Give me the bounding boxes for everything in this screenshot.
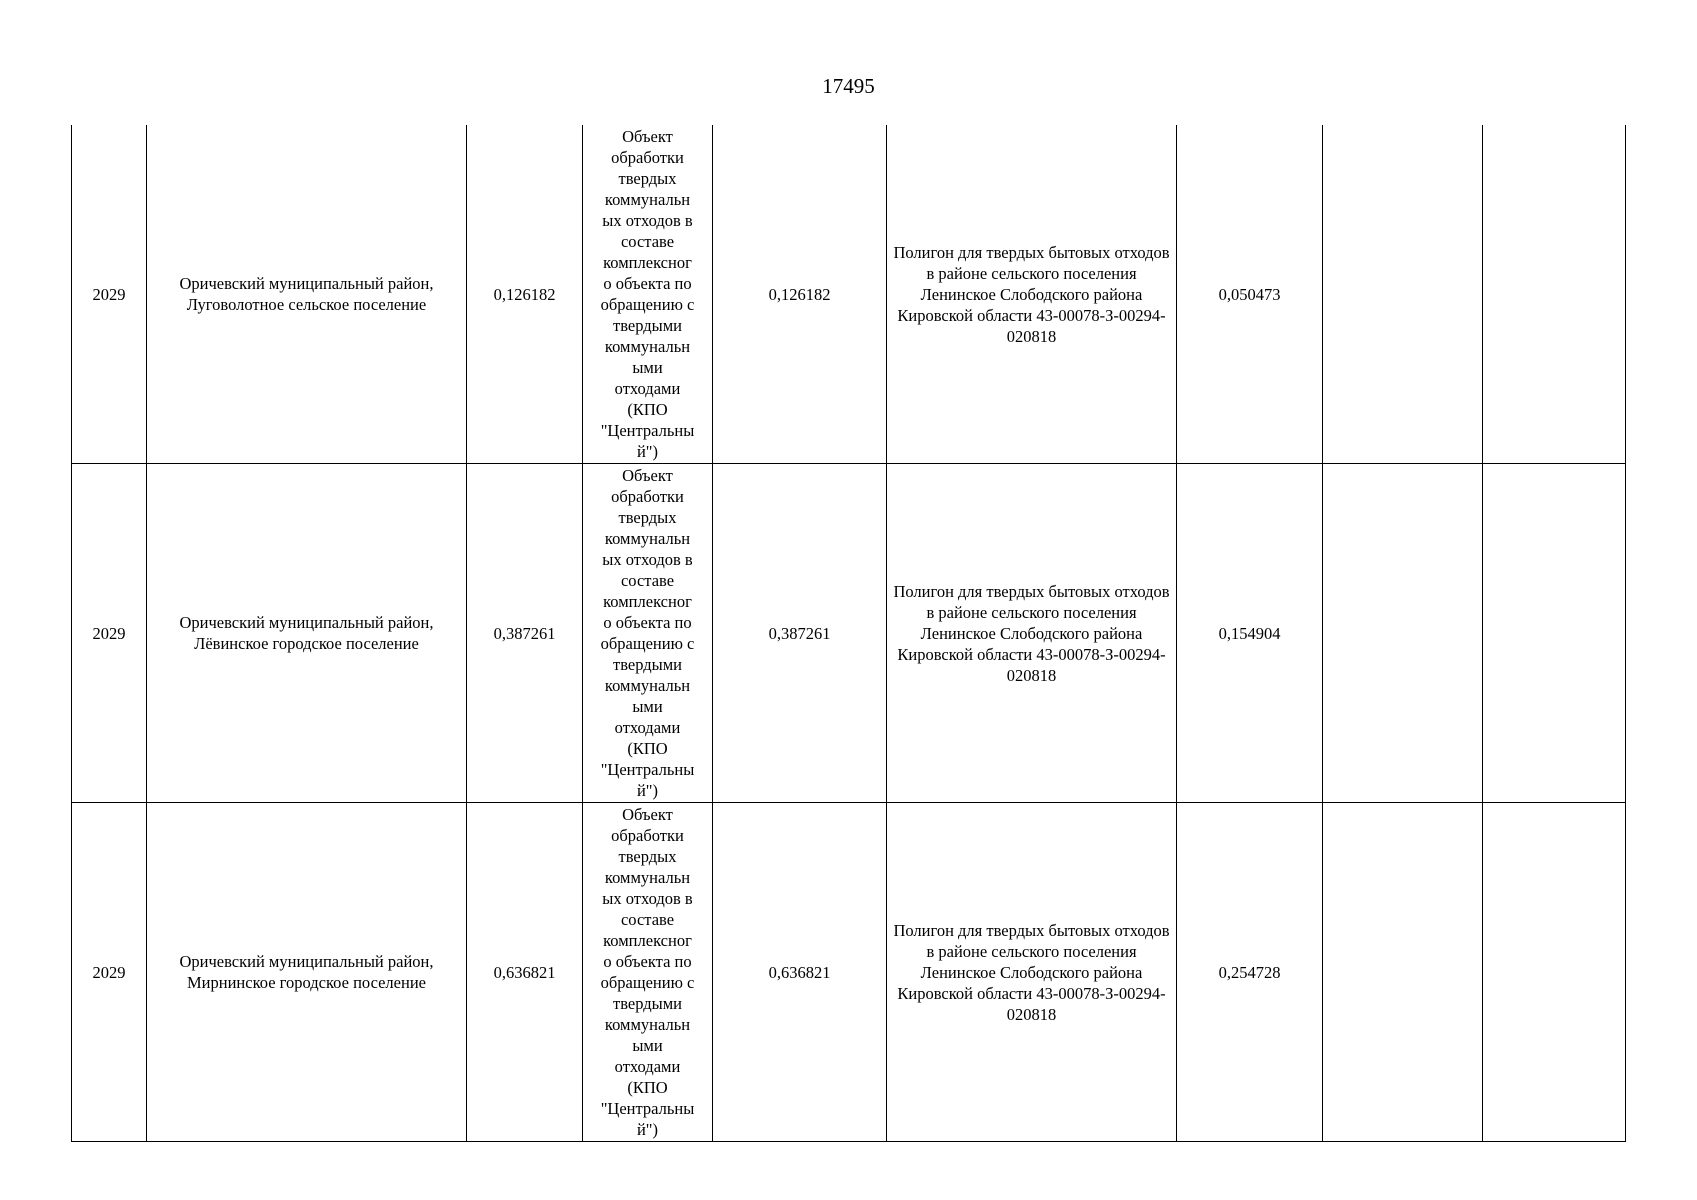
placed-volume-cell: 0,050473 xyxy=(1177,125,1323,464)
year-cell: 2029 xyxy=(72,125,147,464)
object-text: Объект обработки твердых коммунальн ых отходов в составе комплексног о объекта по обращению с твердыми коммунальн ыми отходами (КПО "Центральны й") xyxy=(600,127,695,461)
object-text: Объект обработки твердых коммунальн ых отходов в составе комплексног о объекта по обращению с твердыми коммунальн ыми отходами (КПО "Центральны й") xyxy=(600,466,695,800)
facility-cell: Полигон для твердых бытовых отходов в районе сельского поселения Ленинское Слободского района Кировской области 43-00078-З-00294-020818 xyxy=(887,125,1177,464)
municipality-cell: Оричевский муниципальный район, Мирнинское городское поселение xyxy=(147,803,467,1142)
object-text: Объект обработки твердых коммунальн ых отходов в составе комплексног о объекта по обращению с твердыми коммунальн ыми отходами (КПО "Центральны й") xyxy=(600,805,695,1139)
empty-cell xyxy=(1323,125,1483,464)
placed-volume-cell: 0,254728 xyxy=(1177,803,1323,1142)
empty-cell xyxy=(1483,803,1626,1142)
volume-cell: 0,126182 xyxy=(467,125,583,464)
volume-transferred-cell: 0,636821 xyxy=(713,803,887,1142)
volume-transferred-cell: 0,387261 xyxy=(713,464,887,803)
object-cell xyxy=(583,464,713,803)
empty-cell xyxy=(1323,464,1483,803)
placed-volume-cell: 0,154904 xyxy=(1177,464,1323,803)
empty-cell xyxy=(1483,464,1626,803)
empty-cell xyxy=(1323,803,1483,1142)
empty-cell xyxy=(1483,125,1626,464)
volume-transferred-cell: 0,126182 xyxy=(713,125,887,464)
facility-cell: Полигон для твердых бытовых отходов в районе сельского поселения Ленинское Слободского района Кировской области 43-00078-З-00294-020818 xyxy=(887,803,1177,1142)
municipality-cell: Оричевский муниципальный район, Луговолотное сельское поселение xyxy=(147,125,467,464)
facility-cell: Полигон для твердых бытовых отходов в районе сельского поселения Ленинское Слободского района Кировской области 43-00078-З-00294-020818 xyxy=(887,464,1177,803)
table-row xyxy=(72,803,1626,1142)
object-cell xyxy=(583,125,713,464)
object-cell xyxy=(583,803,713,1142)
volume-cell: 0,636821 xyxy=(467,803,583,1142)
page-number: 17495 xyxy=(822,74,875,98)
waste-flow-table xyxy=(71,125,1626,1142)
municipality-cell: Оричевский муниципальный район, Лёвинское городское поселение xyxy=(147,464,467,803)
table-row xyxy=(72,464,1626,803)
year-cell: 2029 xyxy=(72,803,147,1142)
year-cell: 2029 xyxy=(72,464,147,803)
table-row xyxy=(72,125,1626,464)
volume-cell: 0,387261 xyxy=(467,464,583,803)
